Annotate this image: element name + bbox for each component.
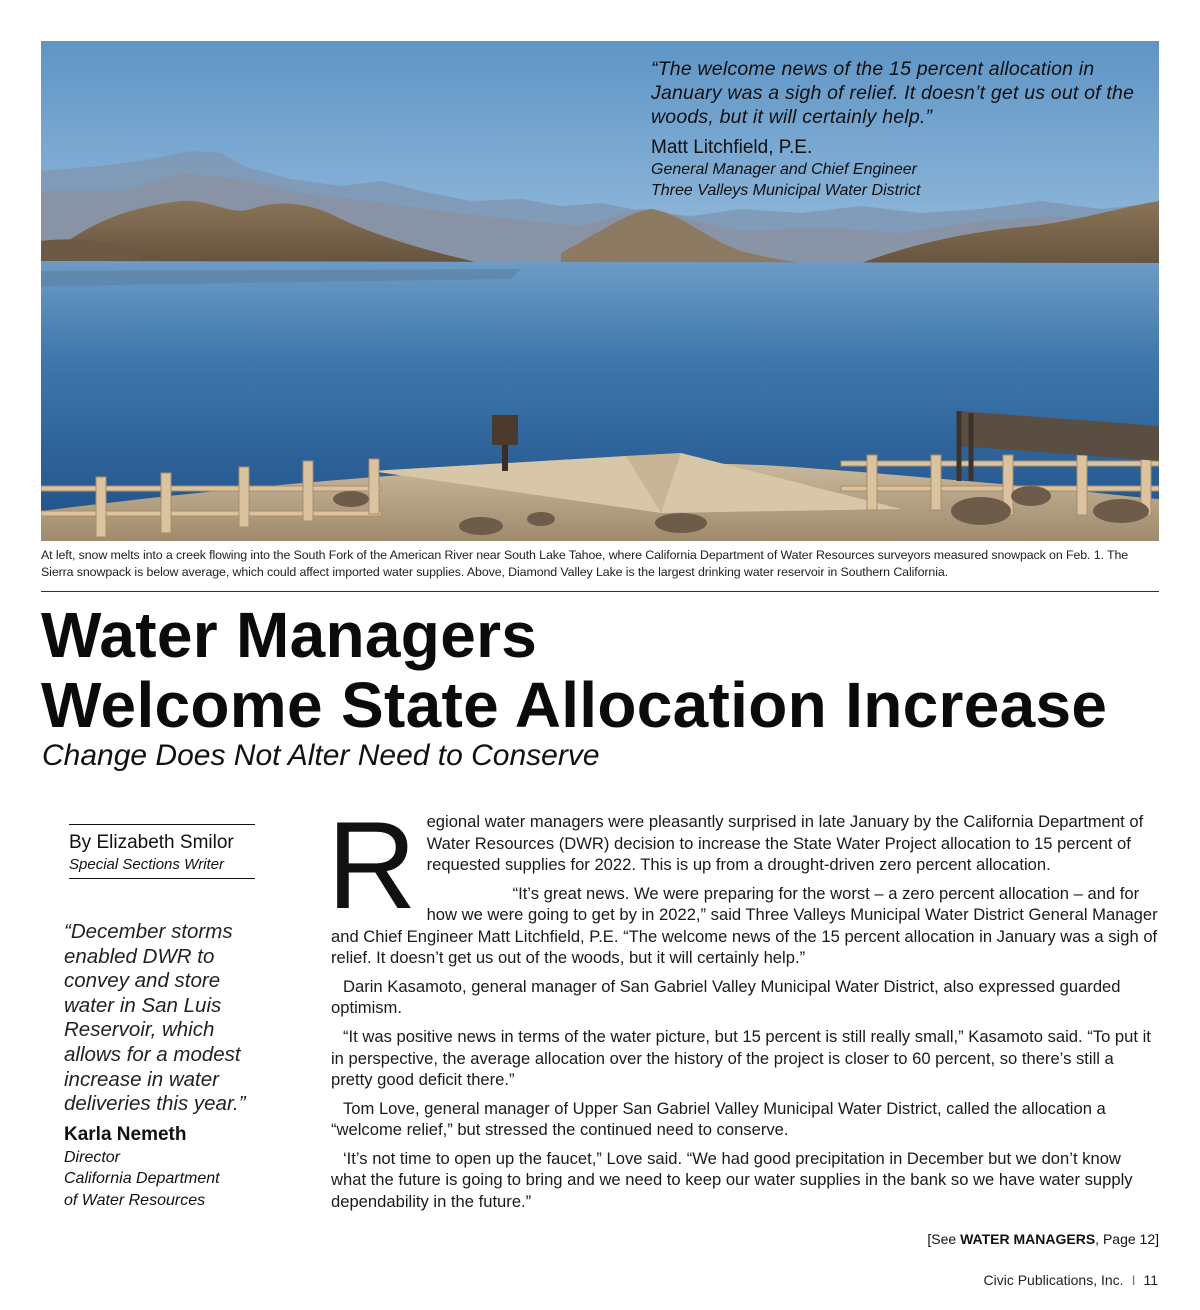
body-paragraph-6: ‘It’s not time to open up the faucet,” Love said. “We had good precipitation in December but we don’t know what the future is going to bring and we need to keep our water supplies in the bank so we have water supply dependability in the future.” [331,1148,1133,1211]
drop-cap: R [327,797,417,935]
pull-quote-role: Director [64,1148,121,1166]
byline [69,824,255,879]
pull-quote-name: Karla Nemeth [64,1123,187,1145]
headline-line-1: Water Managers [41,599,538,671]
footer-publisher: Civic Publications, Inc. [983,1272,1124,1288]
hero-photo [41,41,1159,541]
article-body [327,797,1159,1220]
headline-line-2: Welcome State Allocation Increase [41,669,1108,741]
byline-author: By Elizabeth Smilor [69,832,234,853]
continuation-prefix: [See [927,1231,961,1247]
body-paragraph-4: “It was positive news in terms of the water picture, but 15 percent is still really small,” Kasamoto said. “To put it in perspective, the average allocation over the history of the project is closer to 60 percent, so there’s still a pretty good deficit there.” [331,1027,1151,1090]
continuation-suffix: , Page 12] [1095,1231,1159,1247]
pull-quote-org-line-2: of Water Resources [64,1191,206,1209]
continuation-note [927,1231,1159,1247]
body-paragraph-1: egional water managers were pleasantly surprised in late January by the California Department of Water Resources (DWR) decision to increase the State Water Project allocation to 15 percent of requested supplies for 2022. This is up from a drought-driven zero percent allocation. [426,812,1144,874]
body-paragraph-2: “It’s great news. We were preparing for the worst – a zero percent allocation – and for how we were going to get by in 2022,” said Three Valleys Municipal Water District General Manager and Chief Engineer Matt Litchfield, P.E. “The welcome news of the 15 percent allocation in January was a sigh of relief. It doesn’t get us out of the woods, but it will certainly help.” [331,883,1158,968]
pull-quote [64,920,274,1211]
hero-quote-org: Three Valleys Municipal Water District [651,182,921,199]
page-footer [984,1272,1159,1288]
hero-quote-text: “The welcome news of the 15 percent allocation in January was a sigh of relief. It doesn’t get us out of the woods, but it will certainly help.” [651,58,1135,128]
pull-quote-text: “December storms enabled DWR to convey and store water in San Luis Reservoir, which allows for a modest increase in water deliveries this year.” [64,920,246,1116]
body-paragraph-5: Tom Love, general manager of Upper San Gabriel Valley Municipal Water District, called the allocation a “welcome relief,” but stressed the continued need to conserve. [331,1098,1106,1140]
pull-quote-org-line-1: California Department [64,1170,220,1188]
hero-quote-name: Matt Litchfield, P.E. [651,137,813,158]
subheadline: Change Does Not Alter Need to Conserve [42,739,600,772]
photo-caption: At left, snow melts into a creek flowing into the South Fork of the American River near South Lake Tahoe, where California Department of Water Resources surveyors measured snowpack on Feb. 1. The Sierra snowpack is below average, which could affect imported water supplies. Above, Diamond Valley Lake is the largest drinking water reservoir in Southern California. [41,548,1129,579]
body-paragraph-3: Darin Kasamoto, general manager of San Gabriel Valley Municipal Water District, also expressed guarded optimism. [331,976,1121,1018]
hero-quote-block [651,57,1141,201]
byline-title: Special Sections Writer [69,856,225,873]
footer-separator: I [1131,1272,1136,1288]
page-number: 11 [1143,1272,1158,1288]
caption-divider [41,591,1159,592]
hero-quote-role: General Manager and Chief Engineer [651,161,917,178]
headline [41,600,1107,740]
continuation-title: WATER MANAGERS [960,1231,1096,1247]
